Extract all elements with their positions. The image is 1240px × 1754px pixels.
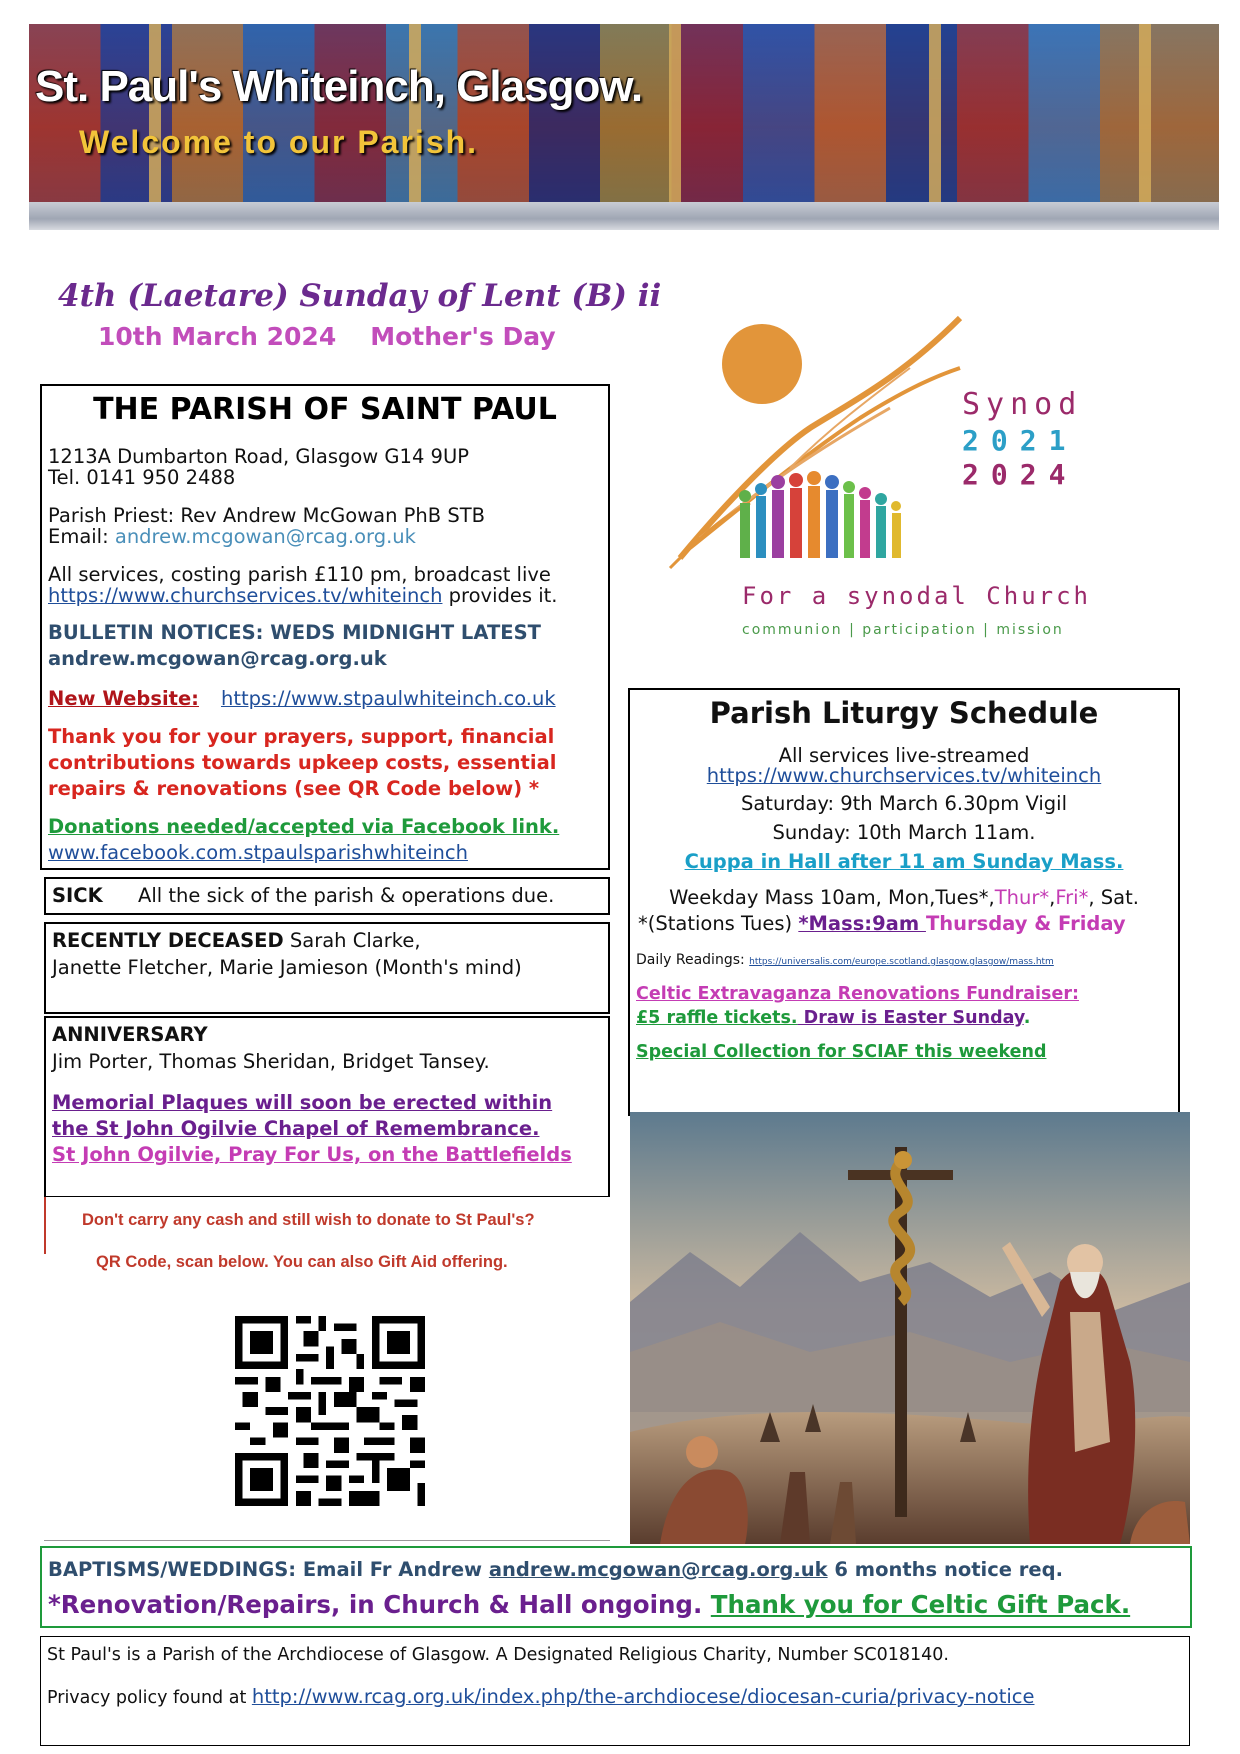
services-suffix: provides it.: [442, 584, 558, 607]
sunday-title: 4th (Laetare) Sunday of Lent (B) ii: [58, 278, 662, 314]
deceased-name-1: Sarah Clarke,: [283, 929, 421, 952]
services-line: All services, costing parish £110 pm, broadcast live: [48, 563, 551, 586]
facebook-link[interactable]: www.facebook.com.stpaulsparishwhiteinch: [48, 841, 468, 864]
renovation-notice: *Renovation/Repairs, in Church & Hall ongoing.: [48, 1590, 703, 1619]
notice-requirement: 6 months notice req.: [827, 1558, 1064, 1581]
footer-box: [40, 1636, 1190, 1746]
synod-year-1: 2021: [962, 424, 1078, 457]
parish-address: 1213A Dumbarton Road, Glasgow G14 9UP: [48, 445, 469, 468]
anniversary-names: Jim Porter, Thomas Sheridan, Bridget Tansey.: [52, 1050, 490, 1073]
weekday-sep: ,: [1049, 886, 1056, 909]
notices-email-link[interactable]: andrew.mcgowan@rcag.org.uk: [48, 647, 387, 670]
donation-qr-code[interactable]: [232, 1316, 428, 1506]
weekday-thur: Thur*: [994, 886, 1050, 909]
synod-themes: communion | participation | mission: [742, 622, 1064, 638]
anniversary-box: [44, 1016, 610, 1196]
sick-text: All the sick of the parish & operations due.: [138, 884, 555, 907]
liturgy-title: Parish Liturgy Schedule: [709, 696, 1099, 730]
sunday-mass: Sunday: 10th March 11am.: [772, 821, 1036, 844]
banner-image: [29, 24, 1219, 230]
parish-priest: Parish Priest: Rev Andrew McGowan PhB STB: [48, 504, 486, 527]
email-label: Email:: [48, 525, 115, 548]
baptisms-email-link[interactable]: andrew.mcgowan@rcag.org.uk: [488, 1558, 828, 1581]
sick-label: SICK: [52, 884, 103, 907]
ogilvie-prayer: St John Ogilvie, Pray For Us, on the Battlefields: [52, 1143, 572, 1166]
readings-link[interactable]: https://universalis.com/europe.scotland.glasgow.glasgow/mass.htm: [749, 957, 1054, 967]
bulletin-notices: BULLETIN NOTICES: WEDS MIDNIGHT LATEST: [48, 621, 541, 644]
synod-word: Synod: [962, 387, 1083, 422]
deceased-line-2: Janette Fletcher, Marie Jamieson (Month's mind): [52, 956, 522, 979]
divider: [44, 1196, 610, 1197]
thanks-line-2: contributions towards upkeep costs, essential: [48, 751, 557, 774]
readings-label: Daily Readings:: [636, 952, 750, 968]
priest-email-link[interactable]: andrew.mcgowan@rcag.org.uk: [114, 525, 416, 548]
email-line: [48, 526, 416, 548]
renovation-line: [48, 1590, 1130, 1619]
raffle-tickets: £5 raffle tickets.: [636, 1008, 798, 1028]
readings-line: [636, 952, 1054, 968]
donations-link[interactable]: Donations needed/accepted via Facebook link.: [48, 815, 560, 838]
plaques-line-1: Memorial Plaques will soon be erected within: [52, 1091, 553, 1114]
stations-text: *(Stations Tues): [638, 912, 799, 935]
deceased-label: RECENTLY DECEASED: [52, 929, 284, 952]
raffle-line: [636, 1008, 1030, 1028]
stations-line: [638, 912, 1126, 935]
synod-logo: [660, 308, 1160, 638]
occasion: Mother's Day: [370, 322, 556, 351]
mass-9am: *Mass:9am: [798, 912, 926, 935]
website-link[interactable]: https://www.stpaulwhiteinch.co.uk: [220, 687, 556, 710]
privacy-policy-link[interactable]: http://www.rcag.org.uk/index.php/the-archdiocese/diocesan-curia/privacy-notice: [251, 1685, 1035, 1708]
parish-title: THE PARISH OF SAINT PAUL: [93, 392, 557, 427]
deceased-box: [44, 922, 610, 1014]
livestream-link[interactable]: https://www.churchservices.tv/whiteinch: [706, 764, 1102, 787]
baptisms-line: [48, 1558, 1063, 1581]
anniversary-label: ANNIVERSARY: [52, 1023, 208, 1046]
celtic-fundraiser: Celtic Extravaganza Renovations Fundraiser:: [636, 984, 1079, 1004]
thanks-line-3: repairs & renovations (see QR Code below) *: [48, 777, 540, 800]
date-line: [98, 322, 556, 351]
divider: [44, 1540, 610, 1541]
donate-line-1: Don't carry any cash and still wish to donate to St Paul's?: [82, 1211, 535, 1229]
parish-info-box: [40, 384, 610, 870]
cuppa-notice: Cuppa in Hall after 11 am Sunday Mass.: [684, 850, 1124, 873]
bronze-serpent-painting: [630, 1112, 1190, 1544]
raffle-period: .: [1023, 1008, 1031, 1028]
churchservices-link[interactable]: https://www.churchservices.tv/whiteinch: [48, 584, 443, 607]
synod-year-2: 2024: [962, 458, 1078, 491]
services-link-line: [48, 585, 558, 607]
deceased-line-1: [52, 928, 421, 954]
weekday-mass: [630, 886, 1178, 909]
weekday-fri: Fri*: [1055, 886, 1089, 909]
celtic-gift-thanks: Thank you for Celtic Gift Pack.: [710, 1590, 1131, 1619]
draw-date: Draw is Easter Sunday: [797, 1008, 1024, 1028]
donate-line-2: QR Code, scan below. You can also Gift Aid offering.: [96, 1253, 508, 1271]
livestream-line: All services live-streamed: [778, 744, 1030, 767]
liturgy-schedule-box: [628, 688, 1180, 1116]
privacy-line: [47, 1685, 1034, 1708]
baptisms-label: BAPTISMS/WEDDINGS: Email Fr Andrew: [48, 1558, 489, 1581]
thursday-friday: Thursday & Friday: [925, 912, 1126, 935]
synod-tagline: For a synodal Church: [742, 582, 1091, 610]
divider: [44, 1196, 46, 1254]
charity-notice: St Paul's is a Parish of the Archdiocese of Glasgow. A Designated Religious Charity, Number SC018140.: [47, 1645, 949, 1665]
weekday-text: Weekday Mass 10am, Mon,Tues*,: [669, 886, 995, 909]
date: 10th March 2024: [98, 322, 337, 351]
sick-box: [44, 877, 610, 915]
banner-title: St. Paul's Whiteinch, Glasgow.: [35, 62, 643, 111]
livestream-link-line: [630, 764, 1178, 787]
saturday-mass: Saturday: 9th March 6.30pm Vigil: [740, 792, 1067, 815]
sciaf-collection: Special Collection for SCIAF this weekend: [636, 1042, 1047, 1062]
weekday-sat: , Sat.: [1088, 886, 1139, 909]
baptisms-weddings-box: [40, 1546, 1192, 1628]
plaques-line-2: the St John Ogilvie Chapel of Remembrance.: [52, 1117, 540, 1140]
privacy-label: Privacy policy found at: [47, 1688, 252, 1708]
website-label: New Website:: [48, 687, 199, 710]
thanks-line-1: Thank you for your prayers, support, financial: [48, 725, 555, 748]
parish-tel: Tel. 0141 950 2488: [48, 466, 236, 489]
banner-subtitle: Welcome to our Parish.: [79, 124, 479, 160]
website-line: [48, 688, 556, 710]
